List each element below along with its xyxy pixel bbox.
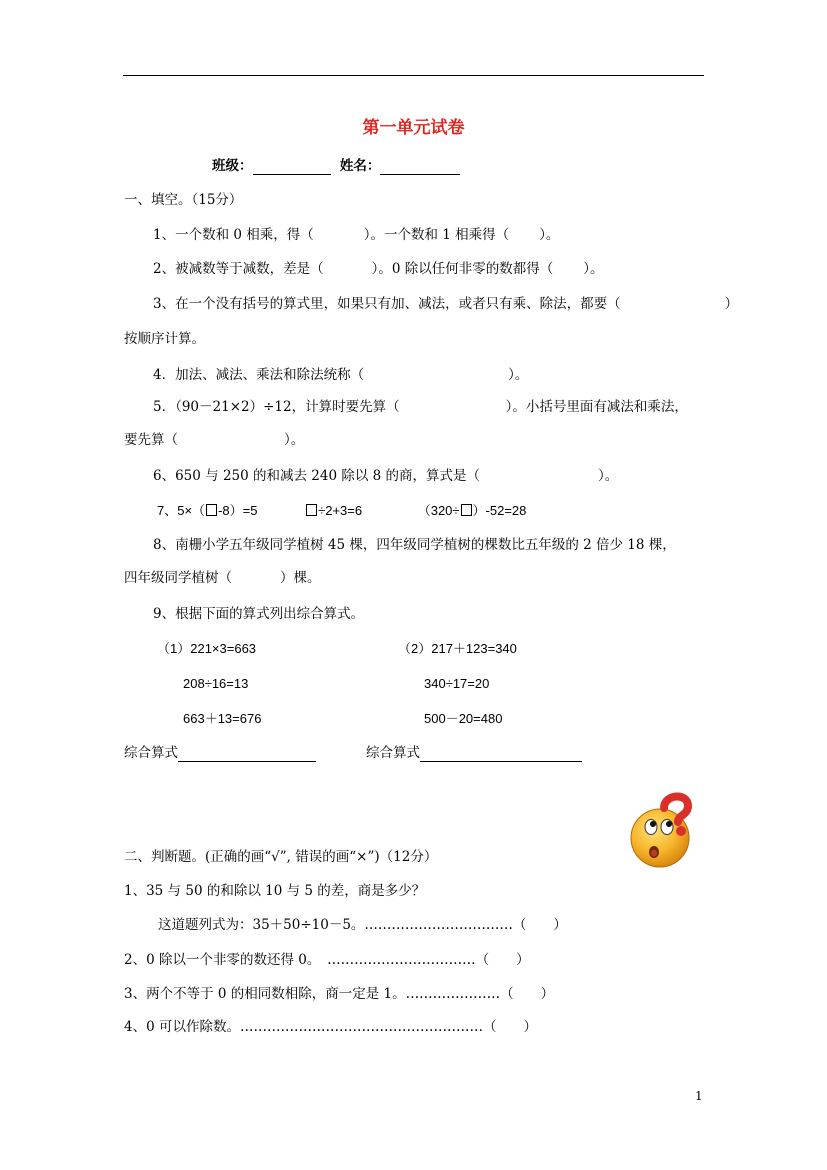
blank-box-2[interactable] [306, 504, 317, 516]
q9-right-3: 500－20=480 [424, 711, 503, 726]
question-1-9: 9、根据下面的算式列出综合算式。 [153, 606, 365, 622]
page-number: 1 [695, 1089, 703, 1103]
question-1-6: 6、650 与 250 的和减去 240 除以 8 的商，算式是（ ）。 [153, 468, 619, 484]
combined-answer-left: 综合算式 [124, 744, 316, 762]
page-title: 第一单元试卷 [362, 118, 465, 138]
section2-heading: 二、判断题。(正确的画“√”, 错误的画“×”)（12分） [124, 849, 438, 865]
judge-question-1-sub: 这道题列式为：35＋50÷10－5。……………………………（ ） [158, 917, 567, 933]
blank-box-1[interactable] [206, 504, 217, 516]
question-1-7: 7、5×（ -8）=5 ÷2+3=6 （320÷ ）-52=28 [157, 503, 527, 518]
question-1-3: 3、在一个没有括号的算式里，如果只有加、减法，或者只有乘、除法，都要（ ） [153, 296, 739, 312]
q9-left-2: 208÷16=13 [183, 676, 249, 691]
q9-left-3: 663＋13=676 [183, 711, 262, 726]
header-rule [123, 75, 704, 76]
judge-question-4: 4、0 可以作除数。………………………………………………（ ） [124, 1019, 537, 1035]
question-1-4: 4．加法、减法、乘法和除法统称（ ）。 [153, 367, 529, 383]
judge-question-1: 1、35 与 50 的和除以 10 与 5 的差，商是多少？ [124, 883, 426, 899]
question-1-1: 1、一个数和 0 相乘，得（ ）。一个数和 1 相乘得（ ）。 [153, 227, 560, 243]
judge-question-2: 2、0 除以一个非零的数还得 0。 ……………………………（ ） [124, 952, 530, 968]
name-blank[interactable] [380, 160, 460, 175]
section1-heading: 一、填空。（15分） [124, 192, 243, 208]
question-1-8-cont: 四年级同学植树（ ）棵。 [124, 570, 321, 586]
q9-left-1: （1）221×3=663 [157, 641, 257, 656]
question-1-5: 5．（90－21×2）÷12，计算时要先算（ ）。小括号里面有减法和乘法， [153, 399, 688, 415]
combined-answer-left-blank[interactable] [178, 747, 316, 762]
student-info [212, 157, 460, 175]
q9-right-2: 340÷17=20 [424, 676, 490, 691]
confused-smiley-icon [626, 788, 698, 872]
judge-question-3: 3、两个不等于 0 的相同数相除，商一定是 1。…………………（ ） [124, 986, 555, 1002]
question-1-5-cont: 要先算（ ）。 [124, 432, 305, 448]
class-blank[interactable] [253, 160, 331, 175]
q9-right-1: （2）217＋123=340 [398, 641, 517, 656]
combined-answer-right: 综合算式 [366, 744, 582, 762]
name-label: 姓名： [339, 158, 381, 174]
question-1-3-cont: 按顺序计算。 [124, 331, 205, 347]
question-1-8: 8、南栅小学五年级同学植树 45 棵，四年级同学植树的棵数比五年级的 2 倍少 18 棵， [153, 537, 676, 553]
combined-answer-right-blank[interactable] [420, 747, 582, 762]
question-1-2: 2、被减数等于减数，差是（ ）。0 除以任何非零的数都得（ ）。 [153, 261, 604, 277]
blank-box-3[interactable] [461, 504, 472, 516]
class-label: 班级： [212, 158, 253, 174]
